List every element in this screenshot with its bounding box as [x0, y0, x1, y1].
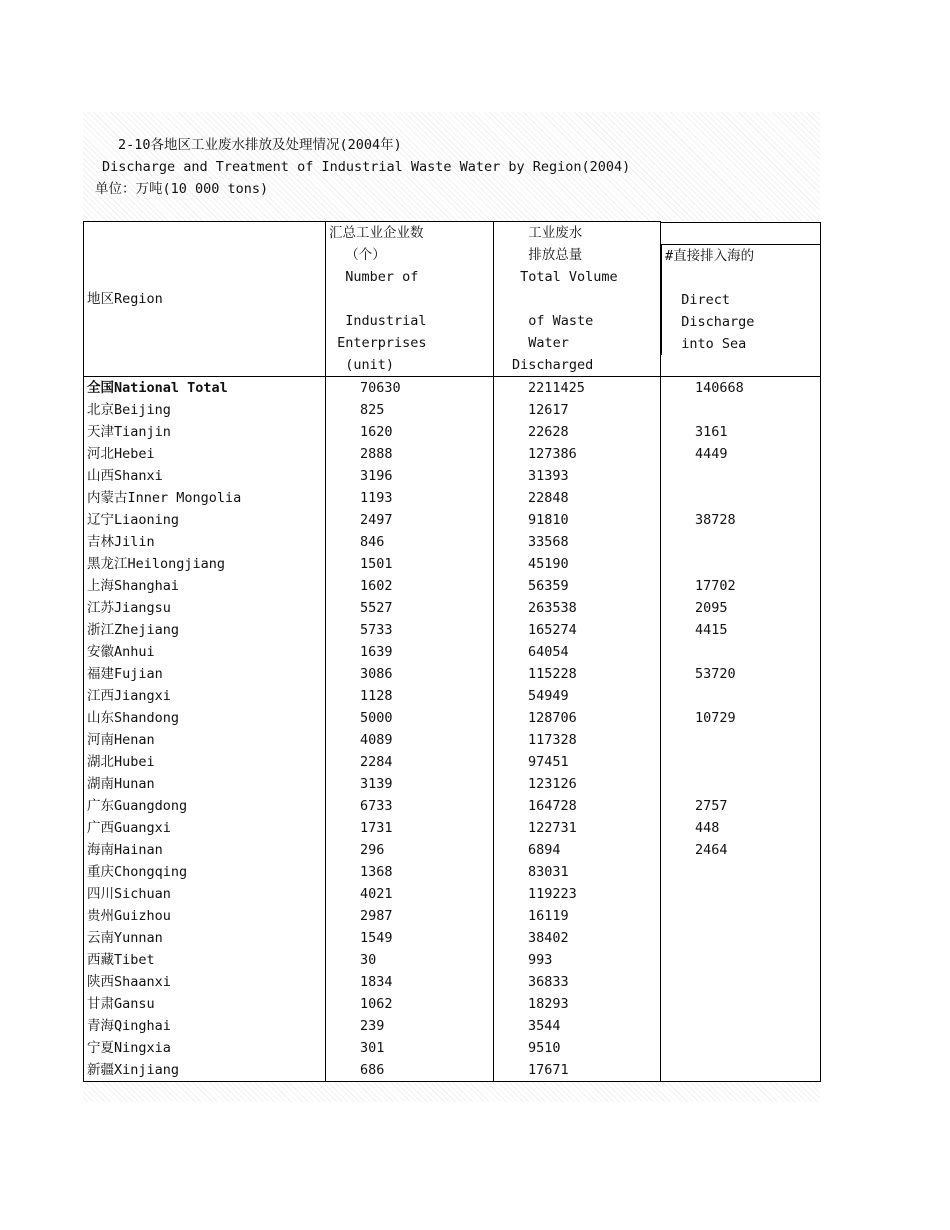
header-line: [326, 288, 493, 310]
row-region: 湖北Hubei: [84, 751, 326, 773]
row-region: 辽宁Liaoning: [84, 509, 326, 531]
row-sea: [661, 641, 821, 663]
header-line: [494, 288, 660, 310]
row-region: 广西Guangxi: [84, 817, 326, 839]
row-enterprises: 296: [326, 839, 494, 861]
data-table: [83, 221, 821, 1082]
row-volume: 18293: [494, 993, 661, 1015]
row-volume: 64054: [494, 641, 661, 663]
row-volume: 3544: [494, 1015, 661, 1037]
row-enterprises: 3086: [326, 663, 494, 685]
row-enterprises: 1193: [326, 487, 494, 509]
row-enterprises: 70630: [326, 377, 494, 400]
table-row: [84, 619, 821, 641]
row-region: 广东Guangdong: [84, 795, 326, 817]
table-row: [84, 685, 821, 707]
row-sea: [661, 399, 821, 421]
row-sea: [661, 487, 821, 509]
header-row: [84, 222, 821, 377]
table-row: [84, 399, 821, 421]
row-enterprises: 239: [326, 1015, 494, 1037]
row-enterprises: 2497: [326, 509, 494, 531]
unit-label: 单位：万吨(10 000 tons): [95, 181, 269, 197]
table-row: [84, 905, 821, 927]
row-enterprises: 1620: [326, 421, 494, 443]
row-enterprises: 1602: [326, 575, 494, 597]
row-region: 福建Fujian: [84, 663, 326, 685]
row-volume: 117328: [494, 729, 661, 751]
row-enterprises: 4021: [326, 883, 494, 905]
row-enterprises: 2987: [326, 905, 494, 927]
row-volume: 38402: [494, 927, 661, 949]
row-sea: [661, 685, 821, 707]
header-line: of Waste: [512, 313, 594, 329]
row-enterprises: 686: [326, 1059, 494, 1082]
row-region: 江苏Jiangsu: [84, 597, 326, 619]
table-row: [84, 663, 821, 685]
row-region: 北京Beijing: [84, 399, 326, 421]
header-line: （个）: [329, 247, 386, 263]
row-sea: [661, 949, 821, 971]
row-volume: 6894: [494, 839, 661, 861]
table-row: [84, 751, 821, 773]
row-sea: [661, 883, 821, 905]
header-line: Total Volume: [512, 269, 618, 285]
table-row: [84, 949, 821, 971]
row-enterprises: 1639: [326, 641, 494, 663]
table-row: [84, 971, 821, 993]
row-enterprises: 1128: [326, 685, 494, 707]
row-volume: 122731: [494, 817, 661, 839]
row-sea: 53720: [661, 663, 821, 685]
row-sea: [661, 531, 821, 553]
row-enterprises: 3139: [326, 773, 494, 795]
table-row: [84, 531, 821, 553]
table-row: [84, 377, 821, 400]
header-line: [662, 267, 820, 289]
header-line: 汇总工业企业数: [329, 225, 424, 241]
row-volume: 119223: [494, 883, 661, 905]
row-enterprises: 2888: [326, 443, 494, 465]
row-volume: 2211425: [494, 377, 661, 400]
row-sea: [661, 773, 821, 795]
row-volume: 54949: [494, 685, 661, 707]
table-title-cn: 2-10各地区工业废水排放及处理情况(2004年): [118, 137, 402, 153]
row-region: 四川Sichuan: [84, 883, 326, 905]
header-line: 排放总量: [512, 247, 583, 263]
row-volume: 22628: [494, 421, 661, 443]
header-enterprises: [326, 222, 494, 377]
row-volume: 36833: [494, 971, 661, 993]
row-enterprises: 1368: [326, 861, 494, 883]
row-volume: 83031: [494, 861, 661, 883]
header-sea: [661, 222, 821, 377]
row-volume: 12617: [494, 399, 661, 421]
row-sea: 2095: [661, 597, 821, 619]
header-volume: [494, 222, 661, 377]
row-enterprises: 6733: [326, 795, 494, 817]
row-region: 江西Jiangxi: [84, 685, 326, 707]
table-row: [84, 465, 821, 487]
header-line: Discharged: [512, 357, 594, 373]
row-region: 陕西Shaanxi: [84, 971, 326, 993]
table-row: [84, 795, 821, 817]
row-enterprises: 1549: [326, 927, 494, 949]
row-volume: 128706: [494, 707, 661, 729]
row-volume: 127386: [494, 443, 661, 465]
header-line: Enterprises: [329, 335, 427, 351]
row-volume: 165274: [494, 619, 661, 641]
row-volume: 263538: [494, 597, 661, 619]
row-volume: 9510: [494, 1037, 661, 1059]
header-line: Number of: [329, 269, 419, 285]
row-enterprises: 3196: [326, 465, 494, 487]
row-sea: [661, 993, 821, 1015]
row-region: 吉林Jilin: [84, 531, 326, 553]
row-volume: 164728: [494, 795, 661, 817]
row-enterprises: 1834: [326, 971, 494, 993]
row-sea: 140668: [661, 377, 821, 400]
table-row: [84, 773, 821, 795]
header-line: into Sea: [665, 335, 747, 352]
row-region: 青海Qinghai: [84, 1015, 326, 1037]
table-row: [84, 553, 821, 575]
row-enterprises: 4089: [326, 729, 494, 751]
table-row: [84, 509, 821, 531]
row-enterprises: 301: [326, 1037, 494, 1059]
table-row: [84, 1059, 821, 1082]
row-region: 山西Shanxi: [84, 465, 326, 487]
table-row: [84, 993, 821, 1015]
row-volume: 91810: [494, 509, 661, 531]
table-row: [84, 421, 821, 443]
row-region: 上海Shanghai: [84, 575, 326, 597]
row-region: 贵州Guizhou: [84, 905, 326, 927]
row-volume: 22848: [494, 487, 661, 509]
row-region: 西藏Tibet: [84, 949, 326, 971]
row-region: 云南Yunnan: [84, 927, 326, 949]
row-enterprises: 846: [326, 531, 494, 553]
row-enterprises: 2284: [326, 751, 494, 773]
table-row: [84, 817, 821, 839]
header-line: 工业废水: [512, 225, 583, 241]
row-volume: 993: [494, 949, 661, 971]
row-region: 湖南Hunan: [84, 773, 326, 795]
row-enterprises: 5527: [326, 597, 494, 619]
table-row: [84, 597, 821, 619]
table-row: [84, 861, 821, 883]
row-volume: 97451: [494, 751, 661, 773]
row-enterprises: 1501: [326, 553, 494, 575]
row-volume: 31393: [494, 465, 661, 487]
row-region: 浙江Zhejiang: [84, 619, 326, 641]
row-sea: [661, 553, 821, 575]
row-region: 甘肃Gansu: [84, 993, 326, 1015]
row-volume: 45190: [494, 553, 661, 575]
row-sea: [661, 971, 821, 993]
row-enterprises: 1062: [326, 993, 494, 1015]
header-line: Discharge: [665, 313, 755, 330]
row-region: 黑龙江Heilongjiang: [84, 553, 326, 575]
table-row: [84, 487, 821, 509]
header-line: Direct: [665, 291, 731, 308]
row-sea: [661, 927, 821, 949]
row-volume: 115228: [494, 663, 661, 685]
table-row: [84, 927, 821, 949]
table-title-en: Discharge and Treatment of Industrial Waste Water by Region(2004): [102, 159, 631, 175]
row-region: 全国National Total: [84, 377, 326, 400]
row-sea: 10729: [661, 707, 821, 729]
row-sea: [661, 1015, 821, 1037]
row-sea: [661, 465, 821, 487]
row-enterprises: 5733: [326, 619, 494, 641]
row-enterprises: 30: [326, 949, 494, 971]
row-sea: [661, 905, 821, 927]
table-row: [84, 1037, 821, 1059]
header-region: 地区Region: [84, 222, 326, 377]
row-region: 宁夏Ningxia: [84, 1037, 326, 1059]
row-enterprises: 5000: [326, 707, 494, 729]
header-line: #直接排入海的: [665, 247, 755, 264]
row-sea: 4449: [661, 443, 821, 465]
table-row: [84, 641, 821, 663]
row-sea: [661, 861, 821, 883]
row-sea: 4415: [661, 619, 821, 641]
row-enterprises: 1731: [326, 817, 494, 839]
row-region: 河南Henan: [84, 729, 326, 751]
header-line: Water: [512, 335, 569, 351]
row-sea: [661, 751, 821, 773]
row-region: 安徽Anhui: [84, 641, 326, 663]
table-row: [84, 729, 821, 751]
row-sea: 2464: [661, 839, 821, 861]
row-enterprises: 825: [326, 399, 494, 421]
table-row: [84, 839, 821, 861]
row-sea: [661, 1059, 821, 1082]
row-region: 山东Shandong: [84, 707, 326, 729]
header-line: (unit): [329, 357, 395, 373]
row-region: 新疆Xinjiang: [84, 1059, 326, 1082]
row-sea: 38728: [661, 509, 821, 531]
row-volume: 16119: [494, 905, 661, 927]
table-row: [84, 1015, 821, 1037]
table-row: [84, 443, 821, 465]
row-volume: 56359: [494, 575, 661, 597]
row-region: 内蒙古Inner Mongolia: [84, 487, 326, 509]
header-line: Industrial: [329, 313, 427, 329]
row-region: 天津Tianjin: [84, 421, 326, 443]
row-volume: 33568: [494, 531, 661, 553]
row-sea: [661, 1037, 821, 1059]
row-sea: 448: [661, 817, 821, 839]
row-region: 河北Hebei: [84, 443, 326, 465]
row-sea: 17702: [661, 575, 821, 597]
row-sea: 2757: [661, 795, 821, 817]
row-volume: 123126: [494, 773, 661, 795]
row-region: 重庆Chongqing: [84, 861, 326, 883]
row-sea: 3161: [661, 421, 821, 443]
row-region: 海南Hainan: [84, 839, 326, 861]
table-row: [84, 707, 821, 729]
table-row: [84, 575, 821, 597]
row-volume: 17671: [494, 1059, 661, 1082]
row-sea: [661, 729, 821, 751]
table-row: [84, 883, 821, 905]
